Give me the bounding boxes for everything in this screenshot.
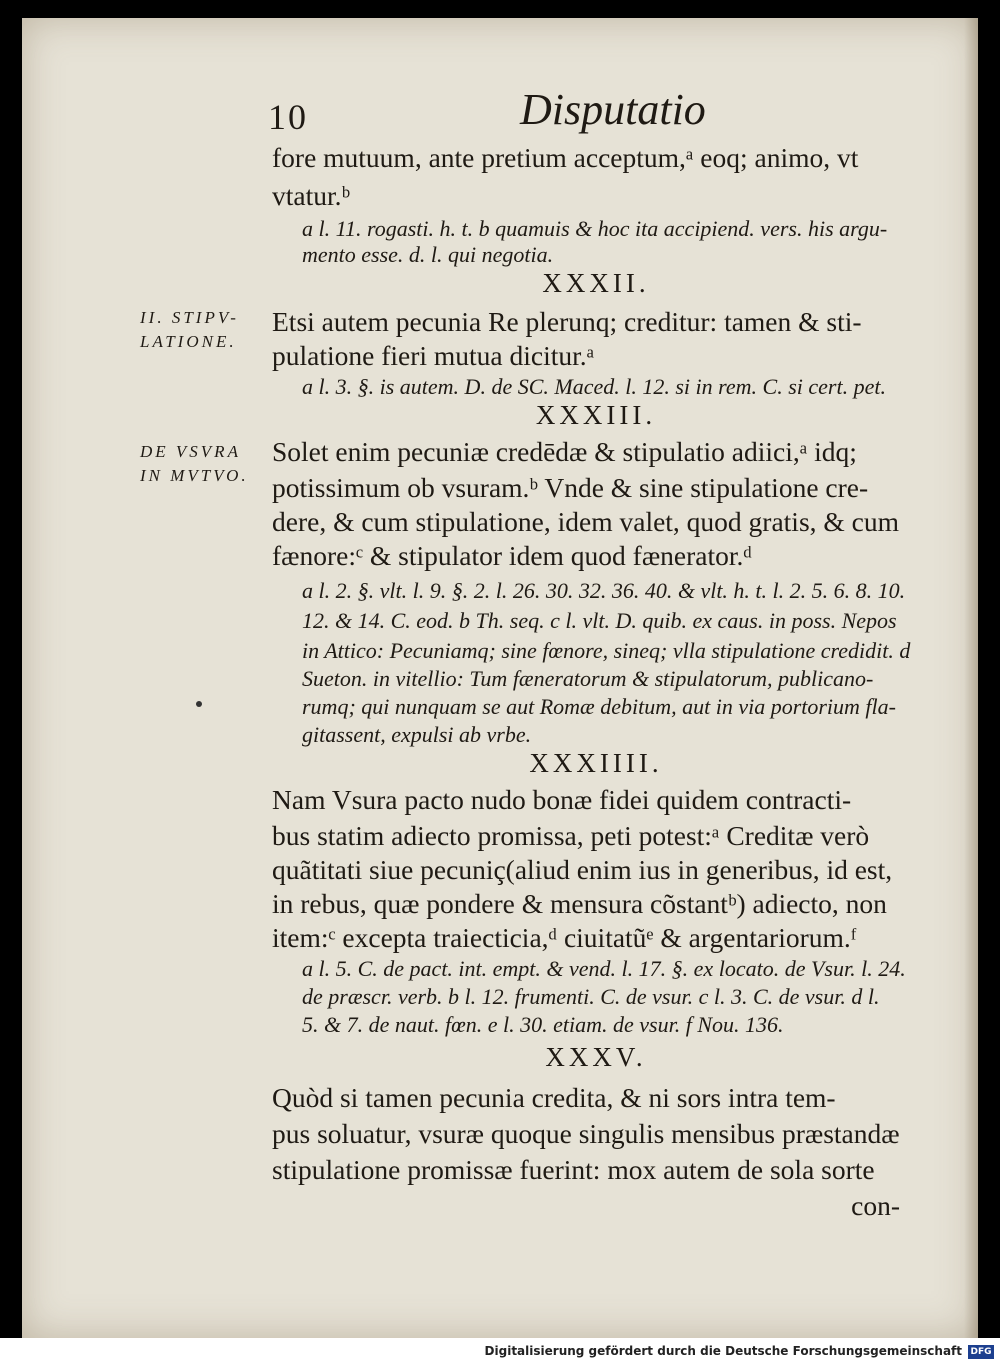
footnote-line: a l. 2. §. vlt. l. 9. §. 2. l. 26. 30. 32. 36. 40. & vlt. h. t. l. 2. 5. 6. 8. 10. (302, 578, 906, 603)
margin-note: LATIONE. (140, 332, 237, 351)
text-line: Solet enim pecuniæ credēdæ & stipulatio adiici,ᵃ idq; (272, 436, 857, 467)
text-line: potissimum ob vsuram.ᵇ Vnde & sine stipulatione cre- (272, 472, 869, 503)
text-line: Quòd si tamen pecunia credita, & ni sors intra tem- (272, 1082, 836, 1113)
ink-spot (196, 701, 202, 707)
text-line: pulatione fieri mutua dicitur.ᵃ (272, 340, 595, 371)
page-edge-shadow (964, 18, 978, 1338)
footnote-line: gitassent, expulsi ab vrbe. (302, 722, 532, 747)
footnote-line: a l. 3. §. is autem. D. de SC. Maced. l. 12. si in rem. C. si cert. pet. (302, 374, 886, 399)
section-heading: XXXIII. (535, 400, 657, 430)
footer-bar (0, 1338, 1000, 1366)
funding-credit: Digitalisierung gefördert durch die Deutsche Forschungsgemeinschaft (484, 1344, 962, 1358)
catchword: con- (851, 1190, 900, 1221)
margin-note: IN MVTVO. (140, 466, 249, 485)
footnote-line: in Attico: Pecuniamq; sine fœnore, sineq; vlla stipulatione credidit. d (302, 638, 911, 663)
margin-note: DE VSVRA (140, 442, 241, 461)
book-page (22, 18, 978, 1338)
text-line: vtatur.ᵇ (272, 180, 351, 211)
footnote-line: 5. & 7. de naut. fœn. e l. 30. etiam. de vsur. f Nou. 136. (302, 1012, 784, 1037)
text-line: pus soluatur, vsuræ quoque singulis mensibus præstandæ (272, 1118, 900, 1149)
section-heading: XXXIIII. (529, 748, 663, 778)
footnote-line: rumq; qui nunquam se aut Romæ debitum, aut in via portorium fla- (302, 694, 896, 719)
running-head: Disputatio (520, 85, 706, 134)
footnote-line: de præscr. verb. b l. 12. frumenti. C. de vsur. c l. 3. C. de vsur. d l. (302, 984, 880, 1009)
text-line: dere, & cum stipulatione, idem valet, quod gratis, & cum (272, 506, 900, 537)
section-heading: XXXII. (542, 268, 650, 298)
text-line: bus statim adiecto promissa, peti potest:ᵃ Creditæ verò (272, 820, 870, 851)
text-line: in rebus, quæ pondere & mensura cõstantᵇ) adiecto, non (272, 888, 887, 919)
text-line: item:ᶜ excepta traiecticia,ᵈ ciuitatũᵉ & argentariorum.ᶠ (272, 922, 857, 953)
text-line: fore mutuum, ante pretium acceptum,ᵃ eoq; animo, vt (272, 142, 859, 173)
footnote-line: a l. 5. C. de pact. int. empt. & vend. l. 17. §. ex locato. de Vsur. l. 24. (302, 956, 906, 981)
footnote-line: mento esse. d. l. qui negotia. (302, 242, 554, 267)
text-line: Nam Vsura pacto nudo bonæ fidei quidem contracti- (272, 784, 852, 815)
dfg-logo-icon: DFG (968, 1345, 994, 1359)
text-line: fænore:ᶜ & stipulator idem quod fænerator.ᵈ (272, 540, 752, 571)
margin-note: II. STIPV- (140, 308, 239, 327)
footnote-line: Sueton. in vitellio: Tum fæneratorum & stipulatorum, publicano- (302, 666, 874, 691)
text-line: quãtitati siue pecuniç(aliud enim ius in generibus, id est, (272, 854, 893, 885)
text-line: Etsi autem pecunia Re plerunq; creditur: tamen & sti- (272, 306, 862, 337)
page-number: 10 (268, 97, 308, 137)
footnote-line: a l. 11. rogasti. h. t. b quamuis & hoc ita accipiend. vers. his argu- (302, 216, 888, 241)
section-heading: XXXV. (545, 1042, 647, 1072)
footnote-line: 12. & 14. C. eod. b Th. seq. c l. vlt. D. quib. ex caus. in poss. Nepos (302, 608, 897, 633)
text-line: stipulatione promissæ fuerint: mox autem de sola sorte (272, 1154, 875, 1185)
